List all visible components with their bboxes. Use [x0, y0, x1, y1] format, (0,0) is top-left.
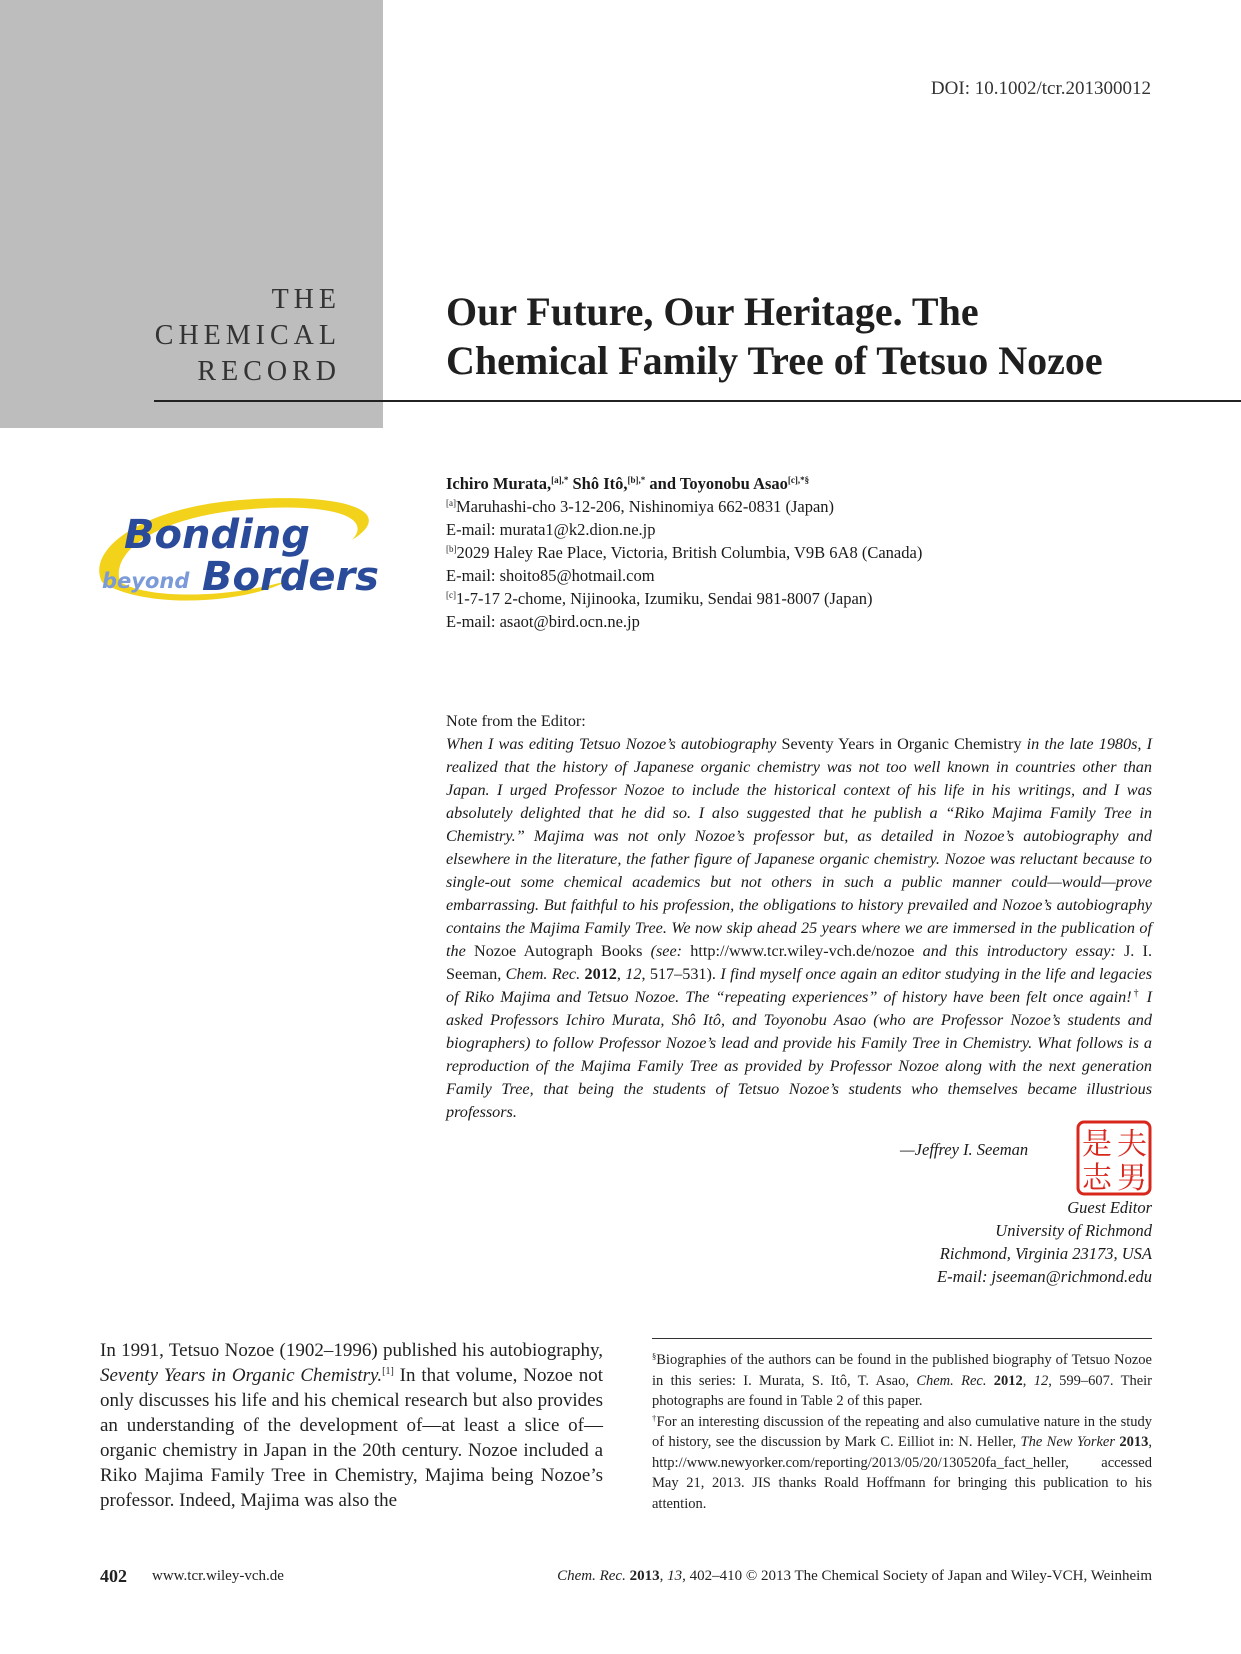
text-run: in the late 1980s, I realized that the history of Japanese organic chemistry was not too well known in countries other than Japan. I urged Professor Nozoe to include the historical context of his life in his writings, and I was absolutely delighted that he did so. I also suggested that he publish a “Riko Majima Family Tree in Chemistry.” Majima was not only Nozoe’s professor but, as detailed in Nozoe’s autobiography and elsewhere in the literature, the father figure of Japanese organic chemistry. Nozoe was reluctant because to single-out some chemical academics but not others in such a public manner could—would—prove embarrassing. But faithful to his profession, the obligations to history prevailed and Nozoe’s autobiography contains the Majima Family Tree. We now skip ahead 25 years where we are immersed in the publication of the	[446, 735, 1152, 960]
bonding-beyond-borders-logo	[90, 490, 400, 610]
journal-name-line: CHEMICAL	[154, 320, 341, 351]
author-name: Toyonobu Asao	[679, 474, 788, 493]
book-title: Seventy Years in Organic Chemistry.	[100, 1365, 383, 1386]
logo-word-beyond: beyond	[102, 569, 190, 593]
editor-note-label: Note from the Editor:	[446, 712, 586, 730]
footnote-mark: §	[652, 1351, 657, 1361]
author-affiliation-mark: [b],*	[627, 475, 646, 485]
affiliation-b	[446, 541, 1166, 564]
seal-character: 志	[1082, 1161, 1112, 1196]
footnote-journal: Chem. Rec.	[916, 1372, 987, 1389]
logo-word-bonding: Bonding	[124, 512, 310, 558]
title-divider	[154, 400, 1241, 402]
editor-seal-stamp	[1076, 1120, 1152, 1196]
separator: ,	[659, 1568, 668, 1584]
author-conjunction: and	[649, 474, 676, 493]
footnote	[652, 1412, 1152, 1515]
title-line: Chemical Family Tree of Tetsuo Nozoe	[446, 338, 1103, 383]
editor-email[interactable]: E-mail: jseeman@richmond.edu	[937, 1267, 1152, 1286]
footnote-mark: †	[652, 1412, 657, 1423]
editor-note	[446, 710, 1152, 1124]
editor-note-body	[446, 733, 1152, 1124]
seal-character: 是	[1082, 1127, 1112, 1162]
ref-journal: Chem. Rec.	[505, 965, 581, 983]
email-b[interactable]: E-mail: shoito85@hotmail.com	[446, 566, 655, 585]
author-block	[446, 472, 1166, 633]
footnote-divider	[652, 1338, 1152, 1339]
text-run: In that volume, Nozoe not only discusses his life and his chemical research but also provides an understanding of the development of—at least a slice of—organic chemistry in Japan in the 20th century. Nozoe included a Riko Majima Family Tree in Chemistry, Majima being Nozoe’s professor. Indeed, Majima was also the	[100, 1365, 603, 1511]
text-run: (see:	[642, 942, 691, 960]
text-run: I find myself once again an editor studying in the life and legacies of Riko Majima and Tetsuo Nozoe. The “repeating experiences” of history have been felt once again!	[446, 965, 1153, 1006]
footnote-magazine: The New Yorker	[1020, 1434, 1115, 1450]
series-title: Nozoe Autograph Books	[474, 942, 643, 960]
editor-organization: University of Richmond	[995, 1221, 1152, 1240]
citation-rest: , 402–410 © 2013 The Chemical Society of Japan and Wiley-VCH, Weinheim	[682, 1568, 1152, 1584]
author-names	[446, 472, 1166, 495]
url-link[interactable]: http://www.tcr.wiley-vch.de/nozoe	[690, 942, 915, 960]
text-run: , 599–607. Their photographs are found in Table 2 of this paper.	[652, 1372, 1153, 1409]
editor-affiliation	[937, 1196, 1152, 1288]
text-run: Biographies of the authors can be found in the published biography of Tetsuo Nozoe in this series: I. Murata, S. Itô, T. Asao,	[652, 1352, 1152, 1389]
affiliation-address: Maruhashi-cho 3-12-206, Nishinomiya 662-0831 (Japan)	[456, 497, 835, 516]
author-affiliation-mark: [c],*§	[787, 475, 810, 485]
affiliation-address: 1-7-17 2-chome, Nijinooka, Izumiku, Sendai 981-8007 (Japan)	[456, 589, 873, 608]
footnote-year: 2012	[993, 1372, 1023, 1389]
journal-name	[155, 282, 341, 390]
citation-volume: 13	[667, 1568, 683, 1584]
text-run: , http://www.newyorker.com/reporting/2013/05/20/130520fa_fact_heller, accessed May 21, 2013. JIS thanks Roald Hoffmann for bringing this publication to his attention.	[652, 1434, 1153, 1512]
title-line: Our Future, Our Heritage. The	[446, 289, 979, 334]
ref-year: 2012	[584, 965, 617, 983]
affiliation-a	[446, 495, 1166, 518]
ref-pages: , 517–531).	[641, 965, 716, 983]
footnote-volume: 12	[1033, 1372, 1049, 1389]
affiliation-c	[446, 587, 1166, 610]
citation-year: 2013	[629, 1568, 660, 1584]
seal-character: 男	[1117, 1161, 1147, 1196]
footnote-mark-dagger[interactable]: †	[1131, 988, 1141, 999]
footnotes	[652, 1350, 1152, 1514]
author-name: Shô Itô,	[572, 474, 628, 493]
ref-authors: J. I. Seeman,	[446, 942, 1152, 983]
author-name: Ichiro Murata,	[446, 474, 552, 493]
email-a[interactable]: E-mail: murata1@k2.dion.ne.jp	[446, 520, 656, 539]
separator: ,	[1022, 1372, 1034, 1389]
reference-mark[interactable]: [1]	[382, 1366, 394, 1377]
email-c[interactable]: E-mail: asaot@bird.ocn.ne.jp	[446, 612, 640, 631]
page-footer	[100, 1568, 1152, 1592]
author-affiliation-mark: [a],*	[551, 475, 569, 485]
footnote	[652, 1350, 1152, 1412]
main-body-text	[100, 1338, 603, 1513]
footnote-year: 2013	[1119, 1434, 1149, 1450]
journal-name-line: THE	[271, 284, 341, 315]
ref-separator: ,	[616, 965, 626, 983]
website-link[interactable]: www.tcr.wiley-vch.de	[152, 1568, 284, 1584]
article-title	[446, 287, 1206, 385]
book-title: Seventy Years in Organic Chemistry	[781, 735, 1022, 753]
editor-location: Richmond, Virginia 23173, USA	[939, 1244, 1152, 1263]
editor-signature: —Jeffrey I. Seeman	[900, 1140, 1029, 1159]
journal-name-line: RECORD	[197, 356, 341, 387]
text-run: I asked Professors Ichiro Murata, Shô Itô, and Toyonobu Asao (who are Professor Nozoe’s students and biographers) to follow Professor Nozoe’s lead and provide his Family Tree in Chemistry. What follows is a reproduction of the Majima Family Tree as provided by Professor Nozoe along with the next generation Family Tree, that being the students of Tetsuo Nozoe’s students who themselves became illustrious professors.	[446, 988, 1153, 1121]
affiliation-mark: [a]	[446, 498, 456, 508]
text-run: When I was editing Tetsuo Nozoe’s autobiography	[446, 735, 782, 753]
text-run: In 1991, Tetsuo Nozoe (1902–1996) published his autobiography,	[100, 1340, 603, 1361]
text-run: and this introductory essay:	[914, 942, 1124, 960]
affiliation-mark: [c]	[446, 590, 456, 600]
page-number: 402	[100, 1566, 127, 1586]
seal-character: 夫	[1117, 1127, 1147, 1162]
ref-volume: 12	[625, 965, 642, 983]
citation	[557, 1568, 1152, 1585]
text-run: For an interesting discussion of the repeating and also cumulative nature in the study of history, see the discussion by Mark C. Eilliot in: N. Heller,	[652, 1413, 1152, 1450]
affiliation-address: 2029 Haley Rae Place, Victoria, British Columbia, V9B 6A8 (Canada)	[456, 543, 923, 562]
affiliation-mark: [b]	[446, 544, 457, 554]
doi-link[interactable]: DOI: 10.1002/tcr.201300012	[930, 78, 1151, 99]
editor-role: Guest Editor	[1067, 1198, 1152, 1217]
citation-journal: Chem. Rec.	[557, 1568, 626, 1584]
separator	[986, 1373, 993, 1389]
logo-word-borders: Borders	[202, 554, 379, 600]
